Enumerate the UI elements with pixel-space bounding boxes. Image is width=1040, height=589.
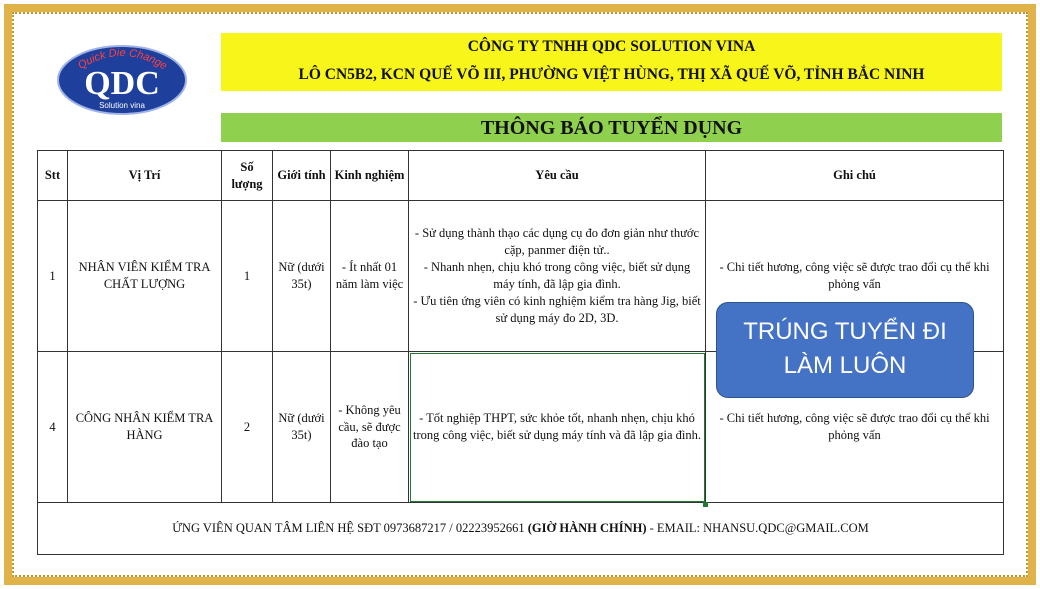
- cell-experience: - Ít nhất 01 năm làm việc: [331, 201, 409, 352]
- banner-line-1: TRÚNG TUYỂN ĐI: [743, 318, 947, 345]
- cell-gender: Nữ (dưới 35t): [273, 352, 331, 503]
- logo-arc-text: Quick Die Change: [76, 46, 170, 73]
- contact-email: - EMAIL: NHANSU.QDC@GMAIL.COM: [646, 521, 869, 536]
- notice-title: THÔNG BÁO TUYỂN DỤNG: [221, 113, 1002, 142]
- company-name: CÔNG TY TNHH QDC SOLUTION VINA: [467, 38, 756, 55]
- cell-stt: 1: [38, 201, 68, 352]
- cell-position: CÔNG NHÂN KIỂM TRA HÀNG: [68, 352, 222, 503]
- cell-stt: 4: [38, 352, 68, 503]
- banner-line-2: LÀM LUÔN: [783, 352, 907, 379]
- header-notes: Ghi chú: [706, 151, 1004, 201]
- cell-position: NHÂN VIÊN KIỂM TRA CHẤT LƯỢNG: [68, 201, 222, 352]
- header-gender: Giới tính: [273, 151, 331, 201]
- requirement-line: - Sử dụng thành thạo các dụng cụ đo đơn giản như thước cặp, panmer điện tử..: [414, 226, 700, 258]
- header-stt: Stt: [38, 151, 68, 201]
- contact-phones: ỨNG VIÊN QUAN TÂM LIÊN HỆ SĐT 0973687217 / 02223952661: [172, 521, 528, 536]
- company-header: [221, 33, 1002, 91]
- logo-main-text: QDC: [84, 65, 160, 102]
- hire-now-banner: [716, 302, 974, 398]
- header-requirements: Yêu cầu: [409, 151, 706, 201]
- table-header-row: [38, 151, 1004, 201]
- requirement-line: - Tốt nghiệp THPT, sức khỏe tốt, nhanh nhẹn, chịu khó trong công việc, biết sử dụng máy tính và đã lập gia đình.: [413, 411, 701, 442]
- logo-sub-text: Solution vina: [99, 101, 145, 110]
- contact-hours: (GIỜ HÀNH CHÍNH): [527, 521, 647, 536]
- requirement-line: - Nhanh nhẹn, chịu khó trong công việc, biết sử dụng máy tính, đã lập gia đình.: [423, 260, 691, 291]
- cell-requirements-selected[interactable]: [409, 352, 706, 503]
- header-position: Vị Trí: [68, 151, 222, 201]
- company-address: LÔ CN5B2, KCN QUẾ VÕ III, PHƯỜNG VIỆT HÙNG, THỊ XÃ QUẾ VÕ, TỈNH BẮC NINH: [298, 66, 925, 83]
- cell-requirements: [409, 201, 706, 352]
- cell-experience: - Không yêu cầu, sẽ được đào tạo: [331, 352, 409, 503]
- qdc-logo: [56, 44, 188, 116]
- contact-row: [38, 503, 1004, 555]
- contact-cell: [38, 503, 1004, 555]
- cell-quantity: 2: [222, 352, 273, 503]
- cell-notes: - Chi tiết hương, công việc sẽ được trao đổi cụ thể khi phỏng vấn: [706, 201, 1004, 352]
- selection-fill-handle[interactable]: [703, 502, 708, 507]
- header-experience: Kinh nghiệm: [331, 151, 409, 201]
- header-quantity: Số lượng: [222, 151, 273, 201]
- cell-quantity: 1: [222, 201, 273, 352]
- cell-gender: Nữ (dưới 35t): [273, 201, 331, 352]
- requirement-line: - Ưu tiên ứng viên có kinh nghiệm kiểm tra hàng Jig, biết sử dụng máy đo 2D, 3D.: [413, 293, 701, 325]
- cell-notes: - Chi tiết hương, công việc sẽ được trao đổi cụ thể khi phỏng vấn: [706, 352, 1004, 503]
